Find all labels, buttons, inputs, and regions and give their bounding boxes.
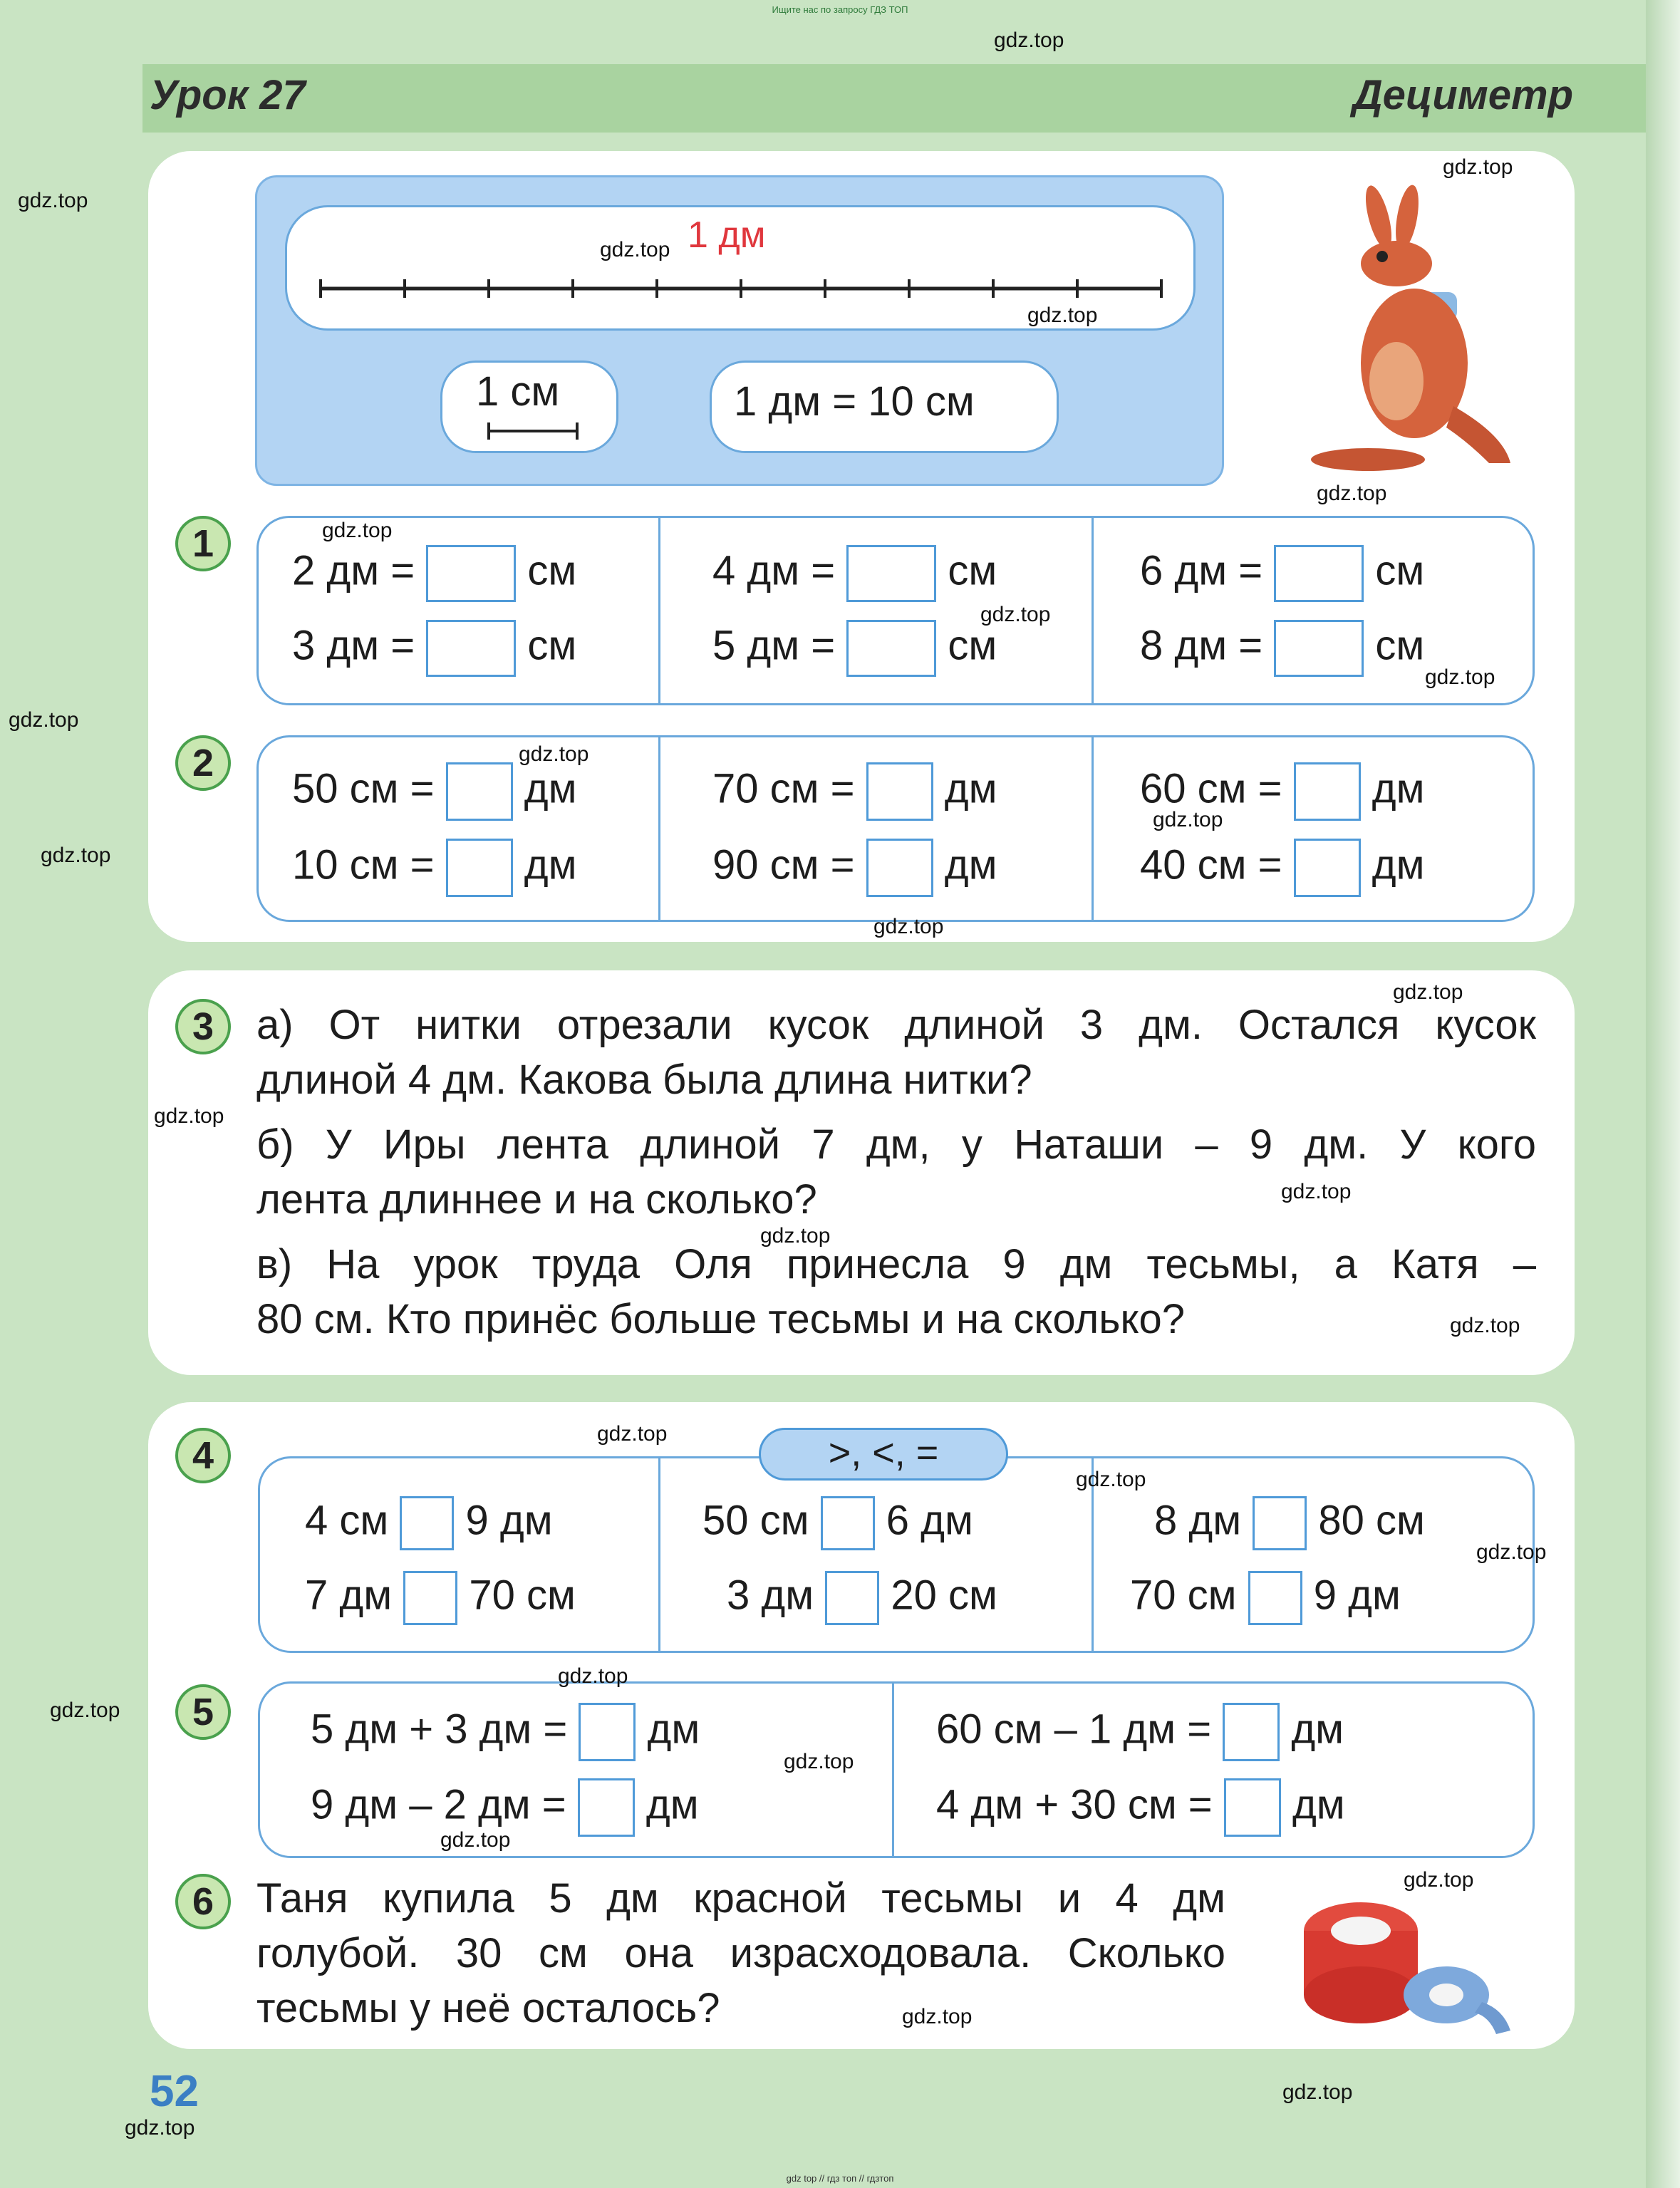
answer-box[interactable] — [446, 839, 513, 897]
watermark: gdz.top — [125, 2116, 195, 2140]
answer-box[interactable] — [579, 1703, 636, 1761]
watermark: gdz.top — [1425, 665, 1495, 689]
task-1-cell-5 — [1140, 545, 1424, 602]
task-2-cell-4 — [712, 839, 997, 897]
right-value: 9 дм — [1313, 1572, 1401, 1619]
watermark: gdz.top — [1476, 1540, 1547, 1564]
sign-box[interactable] — [400, 1496, 454, 1550]
task-3-number: 3 — [175, 999, 231, 1054]
task-5-cell-4 — [936, 1778, 1345, 1837]
task-4-cell-3 — [702, 1496, 973, 1550]
task-6-line-2: голубой. 30 см она израсходовала. Сколько — [256, 1930, 1225, 1976]
task-6-line-3: тесьмы у неё осталось? — [256, 1985, 720, 2031]
watermark: gdz.top — [50, 1699, 120, 1722]
unit: дм — [1372, 841, 1425, 888]
left-value: 3 дм — [727, 1572, 814, 1619]
expression: 8 дм = — [1140, 622, 1263, 669]
watermark: gdz.top — [519, 742, 589, 766]
bottom-note: gdz top // гдз топ // гдзтоп — [786, 2173, 894, 2184]
answer-box[interactable] — [1224, 1778, 1281, 1837]
expression: 4 дм = — [712, 547, 836, 594]
right-value: 70 см — [469, 1572, 576, 1619]
expression: 40 см = — [1140, 841, 1282, 888]
watermark: gdz.top — [9, 708, 79, 732]
watermark: gdz.top — [902, 2005, 973, 2028]
watermark: gdz.top — [597, 1422, 668, 1446]
task-2-divider-2 — [1092, 737, 1094, 920]
task-1-cell-1 — [292, 545, 576, 602]
task-5-cell-3 — [936, 1703, 1344, 1761]
unit: дм — [647, 1706, 700, 1753]
task-4-cell-2 — [305, 1571, 576, 1625]
watermark: gdz.top — [1027, 304, 1098, 327]
task-6-text — [256, 1871, 1225, 2036]
expression: 2 дм = — [292, 547, 415, 594]
answer-box[interactable] — [1274, 545, 1364, 602]
watermark: gdz.top — [980, 603, 1051, 626]
kangaroo-illustration — [1282, 178, 1518, 477]
answer-box[interactable] — [426, 620, 516, 677]
task-6-line-1: Таня купила 5 дм красной тесьмы и 4 дм — [256, 1875, 1225, 1922]
expression: 90 см = — [712, 841, 855, 888]
task-4-cell-6 — [1130, 1571, 1401, 1625]
comparison-signs: >, <, = — [759, 1428, 1008, 1481]
answer-box[interactable] — [1274, 620, 1364, 677]
watermark: gdz.top — [322, 519, 393, 542]
right-value: 9 дм — [465, 1497, 553, 1544]
task-5-cell-1 — [311, 1703, 700, 1761]
task-1-cell-6 — [1140, 620, 1424, 677]
answer-box[interactable] — [846, 620, 936, 677]
expression: 3 дм = — [292, 622, 415, 669]
answer-box[interactable] — [846, 545, 936, 602]
expression: 5 дм = — [712, 622, 836, 669]
left-value: 70 см — [1130, 1572, 1237, 1619]
task-1-divider-2 — [1092, 518, 1094, 703]
answer-box[interactable] — [1294, 839, 1361, 897]
task-3-line-4: лента длиннее и на сколько? — [256, 1176, 817, 1223]
expression: 60 см – 1 дм = — [936, 1706, 1212, 1753]
task-4-number: 4 — [175, 1428, 231, 1483]
unit: дм — [1291, 1706, 1344, 1753]
task-1-cell-4 — [712, 620, 997, 677]
unit: см — [527, 622, 577, 669]
task-4-divider-1 — [658, 1458, 660, 1651]
answer-box[interactable] — [1223, 1703, 1280, 1761]
unit: см — [948, 622, 997, 669]
watermark: gdz.top — [600, 238, 670, 261]
watermark: gdz.top — [1404, 1868, 1474, 1892]
ruler-label: 1 дм — [688, 214, 766, 256]
watermark: gdz.top — [1393, 980, 1463, 1004]
task-1-cell-3 — [712, 545, 997, 602]
expression: 9 дм – 2 дм = — [311, 1781, 566, 1828]
unit: дм — [524, 841, 577, 888]
expression: 4 дм + 30 см = — [936, 1781, 1213, 1828]
expression: 50 см = — [292, 765, 435, 812]
watermark: gdz.top — [1076, 1468, 1146, 1491]
unit: см — [1375, 622, 1425, 669]
task-1-cell-2 — [292, 620, 576, 677]
expression: 6 дм = — [1140, 547, 1263, 594]
task-4-cell-5 — [1154, 1496, 1425, 1550]
watermark: gdz.top — [1443, 155, 1513, 179]
centimeter-label: 1 см — [476, 368, 560, 415]
task-2-cell-1 — [292, 762, 576, 821]
unit: дм — [1292, 1781, 1345, 1828]
unit: см — [948, 547, 997, 594]
task-6-number: 6 — [175, 1874, 231, 1929]
watermark: gdz.top — [41, 844, 111, 867]
sign-box[interactable] — [825, 1571, 879, 1625]
watermark: gdz.top — [1153, 808, 1223, 831]
answer-box[interactable] — [446, 762, 513, 821]
task-5-number: 5 — [175, 1684, 231, 1740]
watermark: gdz.top — [1282, 2080, 1353, 2104]
top-note: Ищите нас по запросу ГДЗ ТОП — [772, 4, 908, 15]
unit: дм — [944, 841, 997, 888]
unit: дм — [944, 765, 997, 812]
answer-box[interactable] — [866, 839, 933, 897]
task-3-line-3: б) У Иры лента длиной 7 дм, у Наташи – 9 дм. У кого — [256, 1121, 1536, 1168]
task-5-divider — [892, 1684, 894, 1856]
unit: дм — [645, 1781, 699, 1828]
answer-box[interactable] — [866, 762, 933, 821]
topic-title: Дециметр — [1352, 72, 1573, 118]
answer-box[interactable] — [578, 1778, 635, 1837]
task-2-cell-3 — [712, 762, 997, 821]
unit: см — [1375, 547, 1425, 594]
task-2-cell-2 — [292, 839, 576, 897]
expression: 70 см = — [712, 765, 855, 812]
watermark: gdz.top — [873, 915, 944, 938]
unit: дм — [1372, 765, 1425, 812]
watermark: gdz.top — [558, 1664, 628, 1688]
ribbon-rolls-illustration — [1282, 1881, 1518, 2045]
watermark: gdz.top — [1317, 482, 1387, 505]
watermark: gdz.top — [440, 1828, 511, 1852]
expression: 10 см = — [292, 841, 435, 888]
left-value: 4 см — [305, 1497, 389, 1544]
watermark: gdz.top — [1281, 1180, 1352, 1203]
page-number: 52 — [150, 2067, 199, 2116]
right-value: 20 см — [891, 1572, 997, 1619]
sign-box[interactable] — [403, 1571, 457, 1625]
centimeter-segment — [483, 420, 583, 442]
task-1-divider-1 — [658, 518, 660, 703]
task-3-line-6: 80 см. Кто принёс больше тесьмы и на сколько? — [256, 1296, 1186, 1342]
answer-box[interactable] — [1294, 762, 1361, 821]
task-4-cell-4 — [727, 1571, 997, 1625]
watermark: gdz.top — [784, 1750, 854, 1773]
answer-box[interactable] — [426, 545, 516, 602]
watermark: gdz.top — [154, 1104, 224, 1128]
expression: 60 см = — [1140, 765, 1282, 812]
watermark: gdz.top — [760, 1224, 831, 1248]
sign-box[interactable] — [1248, 1571, 1302, 1625]
watermark: gdz.top — [1450, 1314, 1520, 1337]
task-2-divider-1 — [658, 737, 660, 920]
lesson-title: Урок 27 — [150, 72, 306, 118]
equation-text: 1 дм = 10 см — [734, 378, 975, 425]
task-1-box — [256, 516, 1535, 705]
watermark: gdz.top — [994, 28, 1064, 52]
unit: см — [527, 547, 577, 594]
task-3-line-1: а) От нитки отрезали кусок длиной 3 дм. Остался кусок — [256, 1002, 1536, 1048]
task-3-line-2: длиной 4 дм. Какова была длина нитки? — [256, 1057, 1032, 1103]
left-value: 8 дм — [1154, 1497, 1242, 1544]
task-3-line-5: в) На урок труда Оля принесла 9 дм тесьмы, а Катя – — [256, 1241, 1536, 1287]
watermark: gdz.top — [18, 189, 88, 212]
left-value: 50 см — [702, 1497, 809, 1544]
unit: дм — [524, 765, 577, 812]
task-2-cell-6 — [1140, 839, 1424, 897]
decimeter-ruler — [313, 271, 1168, 306]
task-3-text — [256, 997, 1536, 1347]
right-value: 6 дм — [886, 1497, 973, 1544]
book-spine — [1646, 0, 1680, 2188]
task-4-cell-1 — [305, 1496, 553, 1550]
task-2-number: 2 — [175, 735, 231, 791]
task-1-number: 1 — [175, 516, 231, 571]
sign-box[interactable] — [821, 1496, 875, 1550]
expression: 5 дм + 3 дм = — [311, 1706, 568, 1753]
left-value: 7 дм — [305, 1572, 393, 1619]
right-value: 80 см — [1318, 1497, 1425, 1544]
sign-box[interactable] — [1253, 1496, 1307, 1550]
